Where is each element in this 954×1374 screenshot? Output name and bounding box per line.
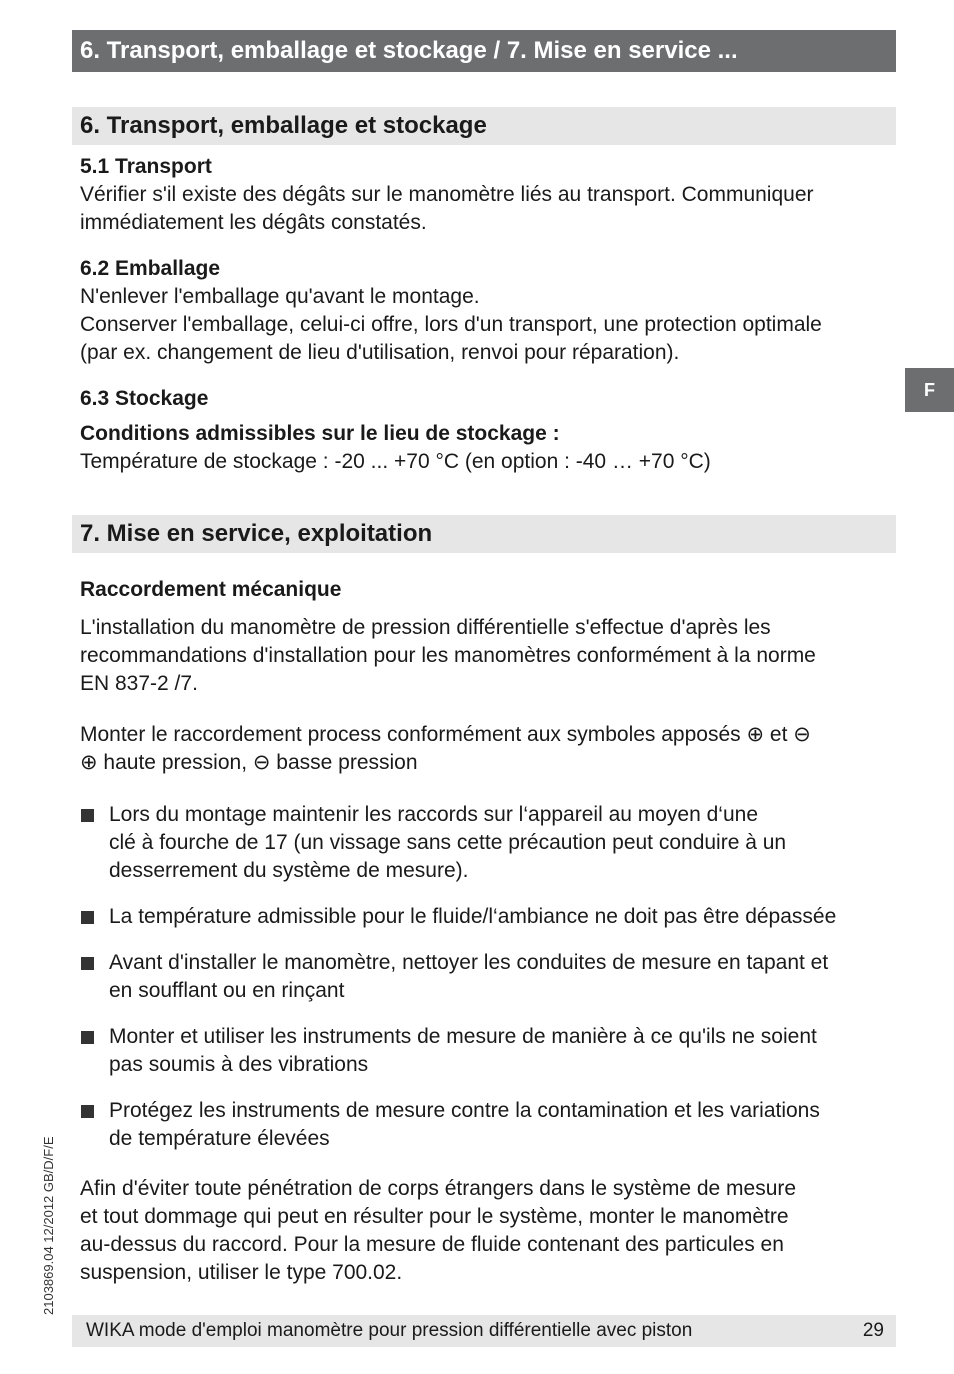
storage-title: 6.3 Stockage: [80, 387, 209, 410]
text-line: au-dessus du raccord. Pour la mesure de fluide contenant des particules en: [80, 1233, 784, 1256]
storage-conditions-label: Conditions admissibles sur le lieu de stockage :: [80, 422, 560, 445]
list-item: [80, 903, 896, 931]
packaging-title: 6.2 Emballage: [80, 257, 221, 280]
text-line: clé à fourche de 17 (un vissage sans cette précaution peut conduire à un: [109, 831, 787, 854]
page-header-bar: 6. Transport, emballage et stockage / 7. Mise en service ...: [72, 30, 896, 72]
text-line: suspension, utiliser le type 700.02.: [80, 1261, 403, 1284]
square-bullet-icon: [81, 911, 94, 924]
text-line: immédiatement les dégâts constatés.: [80, 211, 427, 234]
text-line: Afin d'éviter toute pénétration de corps étrangers dans le système de mesure: [80, 1177, 797, 1200]
square-bullet-icon: [81, 957, 94, 970]
page-number: 29: [862, 1320, 884, 1341]
section-7-heading: 7. Mise en service, exploitation: [72, 515, 896, 553]
square-bullet-icon: [81, 1031, 94, 1044]
storage-temperature: Température de stockage : -20 ... +70 °C (en option : -40 … +70 °C): [80, 450, 711, 473]
text-line: Lors du montage maintenir les raccords sur l‘appareil au moyen d‘une: [109, 803, 759, 826]
mechanical-connection-title: Raccordement mécanique: [80, 578, 342, 601]
text-line: et tout dommage qui peut en résulter pour le système, monter le manomètre: [80, 1205, 789, 1228]
text-line: Conserver l'emballage, celui-ci offre, lors d'un transport, une protection optimale: [80, 313, 822, 336]
process-connection-text: [80, 721, 895, 777]
footer-text: WIKA mode d'emploi manomètre pour pression différentielle avec piston: [86, 1320, 693, 1341]
text-line: N'enlever l'emballage qu'avant le montage.: [80, 285, 480, 308]
text-line: (par ex. changement de lieu d'utilisation, renvoi pour réparation).: [80, 341, 680, 364]
text-line: Monter le raccordement process conformément aux symboles apposés ⊕ et ⊖: [80, 723, 811, 746]
transport-text: [80, 181, 895, 237]
installation-bullet-list: [80, 801, 896, 1171]
text-line: recommandations d'installation pour les manomètres conformément à la norme: [80, 644, 816, 667]
page-footer: [72, 1315, 896, 1347]
text-line: Protégez les instruments de mesure contre la contamination et les variations: [109, 1099, 820, 1122]
packaging-text: [80, 283, 895, 367]
text-line: pas soumis à des vibrations: [109, 1053, 369, 1076]
text-line: La température admissible pour le fluide/l‘ambiance ne doit pas être dépassée: [109, 905, 837, 928]
transport-title: 5.1 Transport: [80, 155, 212, 178]
section-6-heading: 6. Transport, emballage et stockage: [72, 107, 896, 145]
list-item: [80, 1023, 896, 1079]
text-line: Vérifier s'il existe des dégâts sur le manomètre liés au transport. Communiquer: [80, 183, 814, 206]
square-bullet-icon: [81, 1105, 94, 1118]
document-code: 2103869.04 12/2012 GB/D/F/E: [41, 1136, 56, 1315]
text-line: Avant d'installer le manomètre, nettoyer les conduites de mesure en tapant et: [109, 951, 829, 974]
installation-intro: [80, 614, 895, 698]
text-line: L'installation du manomètre de pression différentielle s'effectue d'après les: [80, 616, 771, 639]
closing-paragraph: [80, 1175, 895, 1287]
square-bullet-icon: [81, 809, 94, 822]
text-line: desserrement du système de mesure).: [109, 859, 469, 882]
list-item: [80, 949, 896, 1005]
text-line: de température élevées: [109, 1127, 330, 1150]
language-tab: F: [905, 368, 954, 412]
text-line: Monter et utiliser les instruments de mesure de manière à ce qu'ils ne soient: [109, 1025, 817, 1048]
text-line: en soufflant ou en rinçant: [109, 979, 345, 1002]
list-item: [80, 801, 896, 885]
list-item: [80, 1097, 896, 1153]
text-line: EN 837-2 /7.: [80, 672, 198, 695]
text-line: ⊕ haute pression, ⊖ basse pression: [80, 751, 418, 774]
